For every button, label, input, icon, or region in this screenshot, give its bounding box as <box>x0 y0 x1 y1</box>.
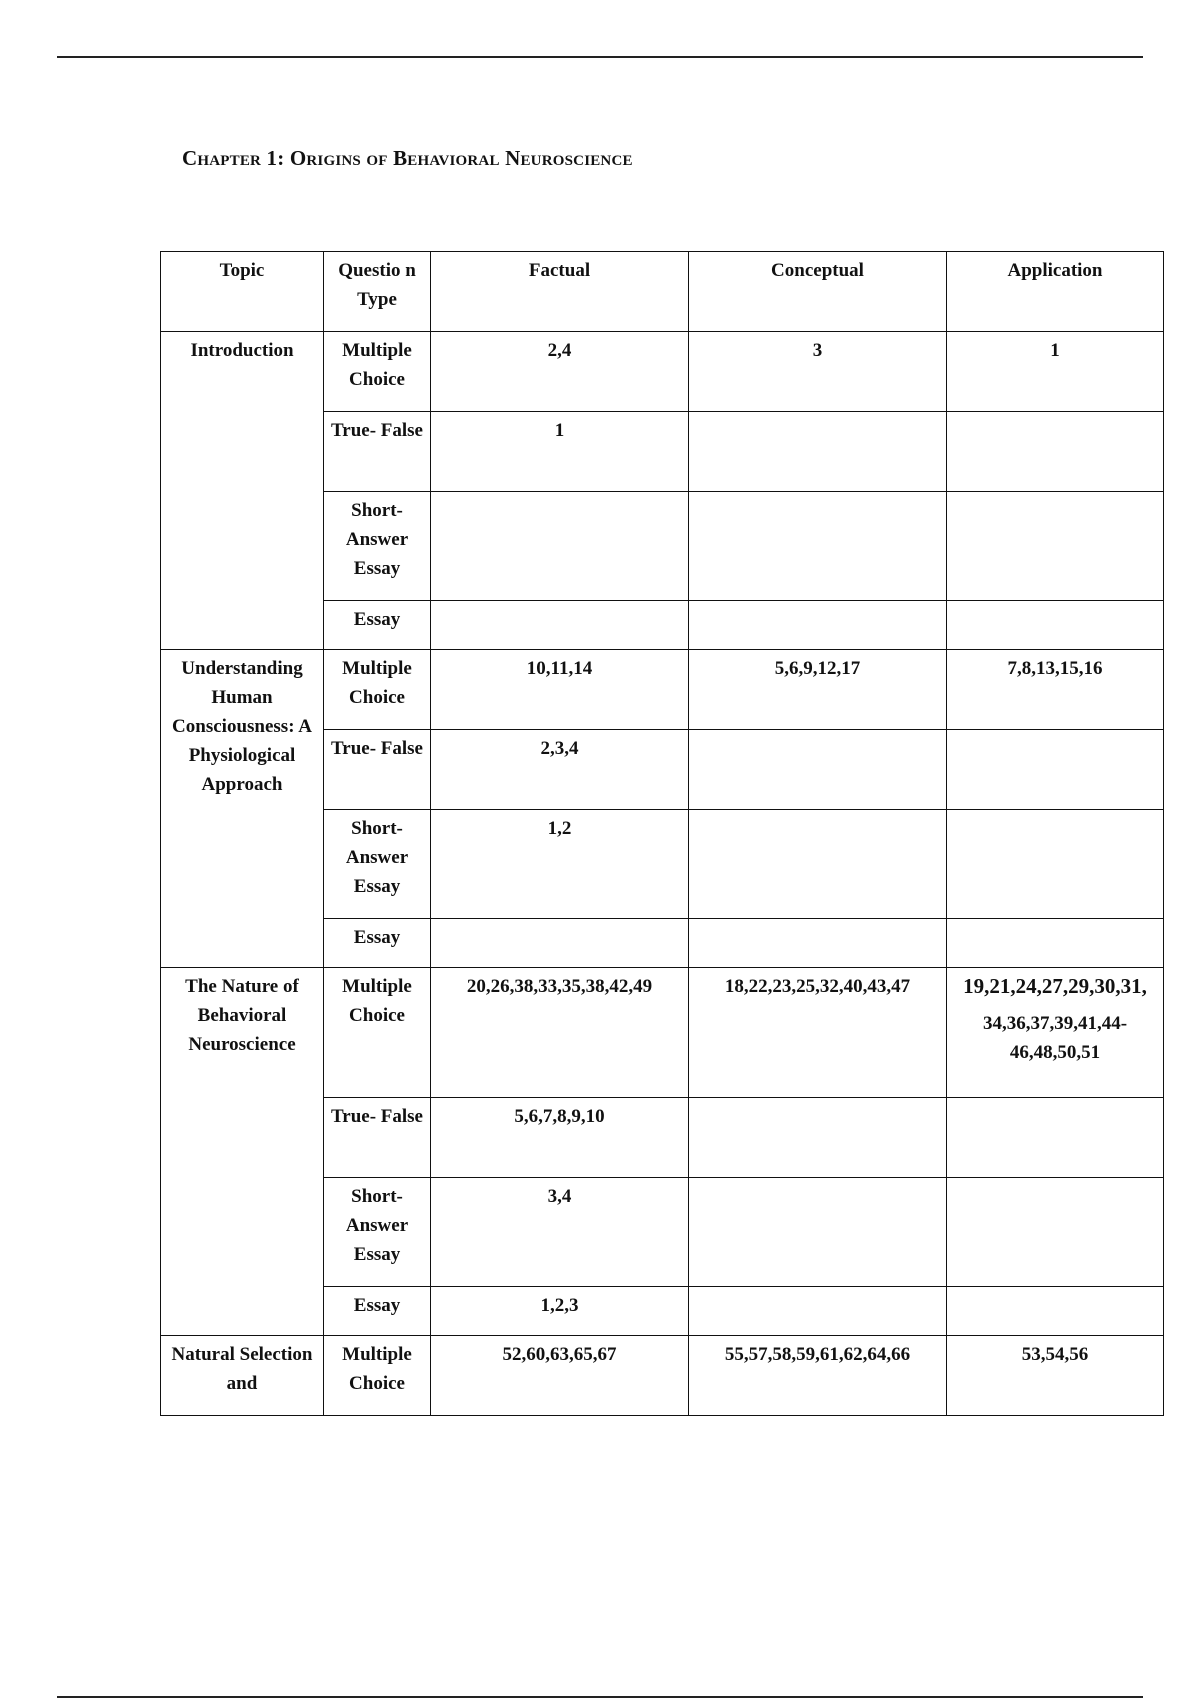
question-type-cell: Short- Answer Essay <box>324 492 431 601</box>
conceptual-cell: 5,6,9,12,17 <box>689 650 947 730</box>
application-cell <box>947 968 1164 1098</box>
application-cell <box>947 810 1164 919</box>
question-type-cell: Short- Answer Essay <box>324 1178 431 1287</box>
header-question-type: Questio n Type <box>324 252 431 332</box>
footer-rule <box>57 1696 1143 1698</box>
application-line-1: 19,21,24,27,29,30,31, <box>963 974 1147 998</box>
question-type-cell: Short- Answer Essay <box>324 810 431 919</box>
chapter-title: Chapter 1: Origins of Behavioral Neuroscience <box>182 146 633 170</box>
application-cell <box>947 492 1164 601</box>
factual-cell: 2,3,4 <box>431 730 689 810</box>
factual-cell: 52,60,63,65,67 <box>431 1336 689 1416</box>
question-type-cell: Essay <box>324 601 431 650</box>
header-rule <box>57 56 1143 58</box>
factual-cell: 1,2,3 <box>431 1287 689 1336</box>
question-type-cell: Essay <box>324 919 431 968</box>
conceptual-cell <box>689 1178 947 1287</box>
header-conceptual: Conceptual <box>689 252 947 332</box>
table-row <box>161 332 1164 412</box>
factual-cell: 3,4 <box>431 1178 689 1287</box>
table-header-row <box>161 252 1164 332</box>
factual-cell <box>431 601 689 650</box>
question-type-cell: True- False <box>324 412 431 492</box>
question-distribution-table <box>160 251 1164 1416</box>
question-type-cell: Essay <box>324 1287 431 1336</box>
conceptual-cell <box>689 919 947 968</box>
conceptual-cell <box>689 601 947 650</box>
application-cell: 7,8,13,15,16 <box>947 650 1164 730</box>
factual-cell: 10,11,14 <box>431 650 689 730</box>
topic-cell: Introduction <box>161 332 324 650</box>
table-row <box>161 650 1164 730</box>
factual-cell: 1,2 <box>431 810 689 919</box>
table-row <box>161 1336 1164 1416</box>
topic-cell: Understanding Human Consciousness: A Physiological Approach <box>161 650 324 968</box>
factual-cell: 20,26,38,33,35,38,42,49 <box>431 968 689 1098</box>
application-cell <box>947 1287 1164 1336</box>
conceptual-cell <box>689 730 947 810</box>
application-cell <box>947 1098 1164 1178</box>
table-row <box>161 968 1164 1098</box>
conceptual-cell: 18,22,23,25,32,40,43,47 <box>689 968 947 1098</box>
question-type-cell: True- False <box>324 730 431 810</box>
application-cell <box>947 730 1164 810</box>
application-line-2: 34,36,37,39,41,44-46,48,50,51 <box>982 1013 1128 1063</box>
application-cell <box>947 1178 1164 1287</box>
conceptual-cell <box>689 810 947 919</box>
conceptual-cell: 55,57,58,59,61,62,64,66 <box>689 1336 947 1416</box>
topic-cell: Natural Selection and <box>161 1336 324 1416</box>
question-type-cell: Multiple Choice <box>324 332 431 412</box>
header-factual: Factual <box>431 252 689 332</box>
application-cell: 1 <box>947 332 1164 412</box>
question-type-cell: Multiple Choice <box>324 1336 431 1416</box>
application-cell <box>947 919 1164 968</box>
question-type-cell: Multiple Choice <box>324 968 431 1098</box>
factual-cell: 5,6,7,8,9,10 <box>431 1098 689 1178</box>
conceptual-cell: 3 <box>689 332 947 412</box>
topic-cell: The Nature of Behavioral Neuroscience <box>161 968 324 1336</box>
question-type-cell: True- False <box>324 1098 431 1178</box>
factual-cell: 2,4 <box>431 332 689 412</box>
question-type-cell: Multiple Choice <box>324 650 431 730</box>
conceptual-cell <box>689 492 947 601</box>
header-topic: Topic <box>161 252 324 332</box>
application-cell: 53,54,56 <box>947 1336 1164 1416</box>
application-cell <box>947 601 1164 650</box>
factual-cell <box>431 492 689 601</box>
factual-cell <box>431 919 689 968</box>
header-application: Application <box>947 252 1164 332</box>
conceptual-cell <box>689 412 947 492</box>
conceptual-cell <box>689 1098 947 1178</box>
factual-cell: 1 <box>431 412 689 492</box>
conceptual-cell <box>689 1287 947 1336</box>
application-cell <box>947 412 1164 492</box>
